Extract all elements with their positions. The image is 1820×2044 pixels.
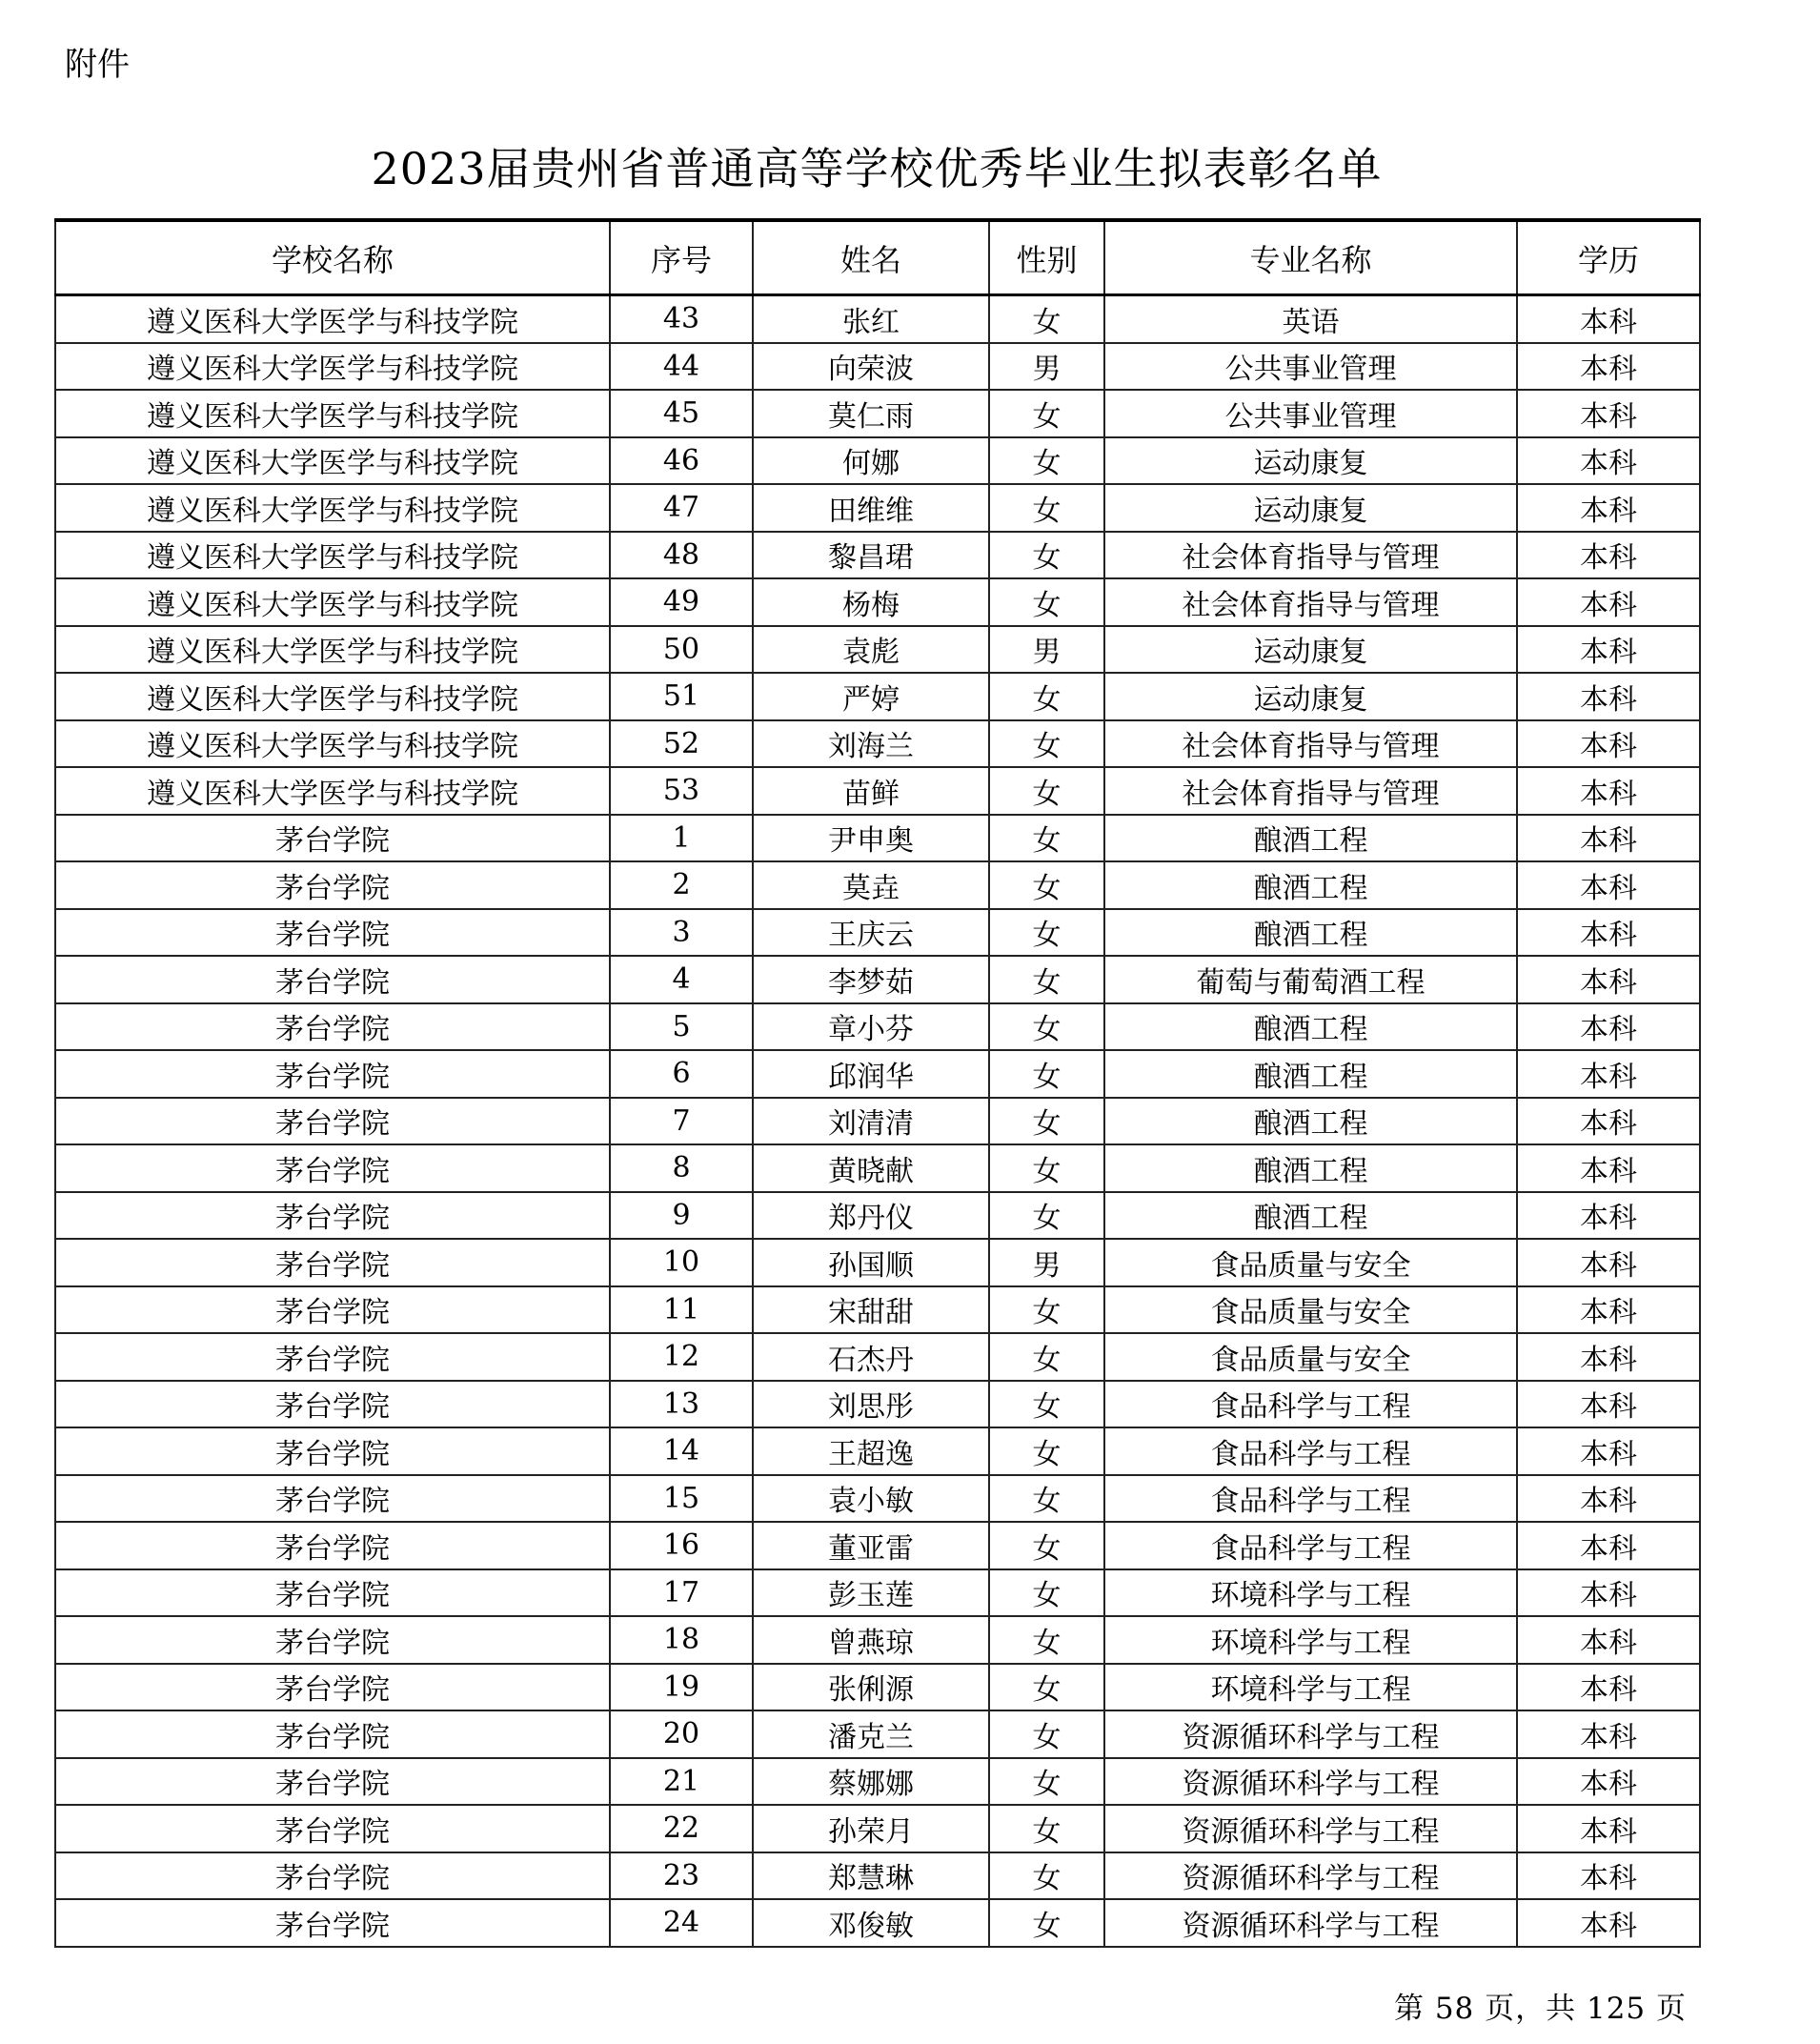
cell-number: 45	[610, 390, 753, 437]
cell-school: 茅台学院	[55, 1427, 610, 1475]
cell-major: 食品质量与安全	[1104, 1239, 1517, 1286]
cell-major: 公共事业管理	[1104, 343, 1517, 391]
cell-number: 15	[610, 1475, 753, 1523]
column-header-name: 姓名	[753, 220, 989, 295]
cell-school: 茅台学院	[55, 1522, 610, 1569]
table-row	[55, 956, 1700, 1003]
cell-number: 46	[610, 437, 753, 485]
column-header-degree: 学历	[1517, 220, 1700, 295]
cell-name: 曾燕琼	[753, 1616, 989, 1664]
cell-school: 茅台学院	[55, 1050, 610, 1098]
cell-school: 遵义医科大学医学与科技学院	[55, 578, 610, 626]
table-row	[55, 1805, 1700, 1852]
cell-major: 社会体育指导与管理	[1104, 767, 1517, 815]
cell-school: 茅台学院	[55, 1098, 610, 1145]
table-body	[55, 295, 1700, 1947]
table-row	[55, 1664, 1700, 1711]
cell-degree: 本科	[1517, 673, 1700, 720]
table-row	[55, 815, 1700, 862]
cell-major: 运动康复	[1104, 626, 1517, 674]
cell-number: 19	[610, 1664, 753, 1711]
cell-school: 茅台学院	[55, 1569, 610, 1617]
cell-gender: 女	[989, 1098, 1104, 1145]
cell-number: 22	[610, 1805, 753, 1852]
cell-name: 刘清清	[753, 1098, 989, 1145]
cell-gender: 女	[989, 1569, 1104, 1617]
cell-gender: 女	[989, 484, 1104, 532]
cell-degree: 本科	[1517, 1664, 1700, 1711]
cell-major: 酿酒工程	[1104, 1050, 1517, 1098]
cell-gender: 女	[989, 1522, 1104, 1569]
cell-name: 向荣波	[753, 343, 989, 391]
cell-number: 7	[610, 1098, 753, 1145]
cell-degree: 本科	[1517, 815, 1700, 862]
cell-school: 茅台学院	[55, 1758, 610, 1806]
cell-school: 遵义医科大学医学与科技学院	[55, 437, 610, 485]
cell-school: 遵义医科大学医学与科技学院	[55, 390, 610, 437]
cell-major: 资源循环科学与工程	[1104, 1899, 1517, 1947]
cell-number: 14	[610, 1427, 753, 1475]
cell-degree: 本科	[1517, 956, 1700, 1003]
cell-gender: 女	[989, 1050, 1104, 1098]
cell-major: 环境科学与工程	[1104, 1664, 1517, 1711]
cell-gender: 女	[989, 1333, 1104, 1381]
cell-name: 尹申奥	[753, 815, 989, 862]
cell-school: 茅台学院	[55, 1144, 610, 1192]
cell-school: 遵义医科大学医学与科技学院	[55, 532, 610, 579]
cell-degree: 本科	[1517, 861, 1700, 909]
cell-gender: 女	[989, 720, 1104, 768]
cell-school: 茅台学院	[55, 1475, 610, 1523]
cell-school: 茅台学院	[55, 1239, 610, 1286]
cell-name: 刘海兰	[753, 720, 989, 768]
cell-school: 茅台学院	[55, 1664, 610, 1711]
cell-major: 食品科学与工程	[1104, 1475, 1517, 1523]
table-row	[55, 1852, 1700, 1900]
cell-name: 李梦茹	[753, 956, 989, 1003]
table-row	[55, 626, 1700, 674]
cell-major: 酿酒工程	[1104, 815, 1517, 862]
cell-name: 莫仁雨	[753, 390, 989, 437]
attachment-label: 附件	[65, 46, 130, 84]
cell-degree: 本科	[1517, 626, 1700, 674]
cell-school: 茅台学院	[55, 1710, 610, 1758]
cell-gender: 女	[989, 673, 1104, 720]
column-header-number: 序号	[610, 220, 753, 295]
cell-gender: 女	[989, 1664, 1104, 1711]
cell-major: 环境科学与工程	[1104, 1616, 1517, 1664]
cell-school: 遵义医科大学医学与科技学院	[55, 673, 610, 720]
cell-name: 莫垚	[753, 861, 989, 909]
cell-school: 茅台学院	[55, 1899, 610, 1947]
cell-school: 茅台学院	[55, 1333, 610, 1381]
cell-number: 10	[610, 1239, 753, 1286]
cell-major: 食品科学与工程	[1104, 1522, 1517, 1569]
cell-gender: 女	[989, 1475, 1104, 1523]
cell-gender: 男	[989, 343, 1104, 391]
cell-degree: 本科	[1517, 1522, 1700, 1569]
cell-degree: 本科	[1517, 1003, 1700, 1051]
cell-major: 英语	[1104, 295, 1517, 343]
cell-name: 邱润华	[753, 1050, 989, 1098]
cell-major: 食品质量与安全	[1104, 1286, 1517, 1334]
cell-name: 王超逸	[753, 1427, 989, 1475]
cell-number: 51	[610, 673, 753, 720]
table-row	[55, 1003, 1700, 1051]
cell-degree: 本科	[1517, 1333, 1700, 1381]
cell-degree: 本科	[1517, 390, 1700, 437]
table-row	[55, 1758, 1700, 1806]
cell-degree: 本科	[1517, 1899, 1700, 1947]
cell-school: 遵义医科大学医学与科技学院	[55, 484, 610, 532]
cell-school: 茅台学院	[55, 909, 610, 957]
table-row	[55, 1427, 1700, 1475]
cell-degree: 本科	[1517, 1192, 1700, 1240]
cell-school: 茅台学院	[55, 1805, 610, 1852]
cell-major: 食品科学与工程	[1104, 1427, 1517, 1475]
cell-name: 袁彪	[753, 626, 989, 674]
cell-major: 酿酒工程	[1104, 861, 1517, 909]
cell-number: 3	[610, 909, 753, 957]
cell-major: 酿酒工程	[1104, 1003, 1517, 1051]
cell-degree: 本科	[1517, 1852, 1700, 1900]
cell-gender: 女	[989, 1192, 1104, 1240]
cell-major: 资源循环科学与工程	[1104, 1758, 1517, 1806]
cell-gender: 女	[989, 1003, 1104, 1051]
cell-name: 何娜	[753, 437, 989, 485]
cell-gender: 女	[989, 861, 1104, 909]
cell-degree: 本科	[1517, 578, 1700, 626]
table-row	[55, 437, 1700, 485]
cell-number: 13	[610, 1381, 753, 1428]
cell-name: 王庆云	[753, 909, 989, 957]
cell-gender: 男	[989, 1239, 1104, 1286]
cell-number: 18	[610, 1616, 753, 1664]
cell-degree: 本科	[1517, 1381, 1700, 1428]
cell-name: 郑丹仪	[753, 1192, 989, 1240]
cell-gender: 女	[989, 1286, 1104, 1334]
table-header-row	[55, 220, 1700, 295]
cell-name: 郑慧琳	[753, 1852, 989, 1900]
cell-degree: 本科	[1517, 1144, 1700, 1192]
cell-gender: 女	[989, 295, 1104, 343]
cell-school: 茅台学院	[55, 1381, 610, 1428]
cell-number: 21	[610, 1758, 753, 1806]
cell-name: 严婷	[753, 673, 989, 720]
table-row	[55, 578, 1700, 626]
cell-school: 茅台学院	[55, 861, 610, 909]
cell-number: 11	[610, 1286, 753, 1334]
table-row	[55, 1286, 1700, 1334]
cell-name: 黎昌珺	[753, 532, 989, 579]
cell-school: 遵义医科大学医学与科技学院	[55, 767, 610, 815]
cell-major: 酿酒工程	[1104, 1192, 1517, 1240]
column-header-gender: 性别	[989, 220, 1104, 295]
cell-number: 50	[610, 626, 753, 674]
cell-degree: 本科	[1517, 1239, 1700, 1286]
table-row	[55, 1475, 1700, 1523]
cell-number: 6	[610, 1050, 753, 1098]
graduates-table	[54, 218, 1701, 1948]
cell-degree: 本科	[1517, 1616, 1700, 1664]
cell-degree: 本科	[1517, 343, 1700, 391]
cell-major: 酿酒工程	[1104, 1144, 1517, 1192]
cell-name: 孙国顺	[753, 1239, 989, 1286]
cell-gender: 女	[989, 1427, 1104, 1475]
cell-gender: 女	[989, 390, 1104, 437]
cell-number: 16	[610, 1522, 753, 1569]
cell-gender: 女	[989, 1616, 1104, 1664]
table-row	[55, 1616, 1700, 1664]
cell-gender: 女	[989, 1899, 1104, 1947]
cell-degree: 本科	[1517, 720, 1700, 768]
table-row	[55, 1050, 1700, 1098]
cell-name: 邓俊敏	[753, 1899, 989, 1947]
cell-number: 43	[610, 295, 753, 343]
cell-number: 48	[610, 532, 753, 579]
table-row	[55, 1098, 1700, 1145]
cell-number: 4	[610, 956, 753, 1003]
cell-degree: 本科	[1517, 1475, 1700, 1523]
cell-school: 茅台学院	[55, 815, 610, 862]
cell-gender: 女	[989, 1852, 1104, 1900]
cell-name: 董亚雷	[753, 1522, 989, 1569]
cell-name: 张俐源	[753, 1664, 989, 1711]
cell-gender: 女	[989, 1144, 1104, 1192]
cell-number: 9	[610, 1192, 753, 1240]
table-row	[55, 1710, 1700, 1758]
cell-gender: 女	[989, 956, 1104, 1003]
cell-major: 运动康复	[1104, 437, 1517, 485]
cell-major: 资源循环科学与工程	[1104, 1805, 1517, 1852]
cell-number: 52	[610, 720, 753, 768]
cell-name: 苗鲜	[753, 767, 989, 815]
cell-school: 茅台学院	[55, 1192, 610, 1240]
cell-school: 遵义医科大学医学与科技学院	[55, 295, 610, 343]
cell-school: 茅台学院	[55, 1852, 610, 1900]
table-row	[55, 1192, 1700, 1240]
cell-gender: 女	[989, 767, 1104, 815]
table-row	[55, 909, 1700, 957]
cell-gender: 女	[989, 532, 1104, 579]
table-row	[55, 532, 1700, 579]
cell-name: 黄晓献	[753, 1144, 989, 1192]
cell-gender: 女	[989, 815, 1104, 862]
cell-degree: 本科	[1517, 437, 1700, 485]
cell-name: 袁小敏	[753, 1475, 989, 1523]
cell-major: 运动康复	[1104, 673, 1517, 720]
cell-degree: 本科	[1517, 1569, 1700, 1617]
cell-gender: 女	[989, 1805, 1104, 1852]
cell-degree: 本科	[1517, 1427, 1700, 1475]
cell-major: 社会体育指导与管理	[1104, 578, 1517, 626]
column-header-major: 专业名称	[1104, 220, 1517, 295]
cell-degree: 本科	[1517, 1805, 1700, 1852]
cell-gender: 女	[989, 578, 1104, 626]
cell-degree: 本科	[1517, 1098, 1700, 1145]
cell-major: 资源循环科学与工程	[1104, 1852, 1517, 1900]
cell-number: 23	[610, 1852, 753, 1900]
cell-number: 12	[610, 1333, 753, 1381]
cell-degree: 本科	[1517, 909, 1700, 957]
page-footer: 第 58 页，共 125 页	[1393, 1992, 1687, 2026]
cell-school: 茅台学院	[55, 956, 610, 1003]
cell-school: 茅台学院	[55, 1286, 610, 1334]
cell-number: 1	[610, 815, 753, 862]
table-row	[55, 343, 1700, 391]
cell-major: 食品质量与安全	[1104, 1333, 1517, 1381]
cell-degree: 本科	[1517, 295, 1700, 343]
table-row	[55, 720, 1700, 768]
cell-gender: 女	[989, 1381, 1104, 1428]
cell-name: 孙荣月	[753, 1805, 989, 1852]
cell-major: 社会体育指导与管理	[1104, 532, 1517, 579]
cell-major: 酿酒工程	[1104, 1098, 1517, 1145]
cell-major: 食品科学与工程	[1104, 1381, 1517, 1428]
cell-name: 张红	[753, 295, 989, 343]
cell-gender: 女	[989, 1758, 1104, 1806]
cell-degree: 本科	[1517, 484, 1700, 532]
table-row	[55, 1569, 1700, 1617]
cell-name: 彭玉莲	[753, 1569, 989, 1617]
cell-degree: 本科	[1517, 1050, 1700, 1098]
cell-number: 53	[610, 767, 753, 815]
cell-school: 遵义医科大学医学与科技学院	[55, 343, 610, 391]
table-row	[55, 861, 1700, 909]
cell-school: 遵义医科大学医学与科技学院	[55, 626, 610, 674]
cell-number: 8	[610, 1144, 753, 1192]
table-row	[55, 295, 1700, 343]
document-title: 2023届贵州省普通高等学校优秀毕业生拟表彰名单	[371, 142, 1383, 194]
cell-number: 5	[610, 1003, 753, 1051]
cell-number: 47	[610, 484, 753, 532]
cell-major: 资源循环科学与工程	[1104, 1710, 1517, 1758]
cell-name: 刘思彤	[753, 1381, 989, 1428]
cell-name: 宋甜甜	[753, 1286, 989, 1334]
cell-major: 葡萄与葡萄酒工程	[1104, 956, 1517, 1003]
cell-number: 24	[610, 1899, 753, 1947]
cell-major: 运动康复	[1104, 484, 1517, 532]
cell-degree: 本科	[1517, 1710, 1700, 1758]
cell-number: 49	[610, 578, 753, 626]
cell-name: 杨梅	[753, 578, 989, 626]
cell-name: 蔡娜娜	[753, 1758, 989, 1806]
cell-major: 公共事业管理	[1104, 390, 1517, 437]
cell-school: 茅台学院	[55, 1616, 610, 1664]
table-row	[55, 1144, 1700, 1192]
column-header-school: 学校名称	[55, 220, 610, 295]
table-row	[55, 1239, 1700, 1286]
cell-number: 44	[610, 343, 753, 391]
table-row	[55, 1381, 1700, 1428]
cell-name: 章小芬	[753, 1003, 989, 1051]
table-row	[55, 1522, 1700, 1569]
cell-degree: 本科	[1517, 532, 1700, 579]
cell-major: 环境科学与工程	[1104, 1569, 1517, 1617]
cell-gender: 女	[989, 437, 1104, 485]
cell-name: 石杰丹	[753, 1333, 989, 1381]
cell-gender: 女	[989, 1710, 1104, 1758]
table-row	[55, 484, 1700, 532]
cell-school: 茅台学院	[55, 1003, 610, 1051]
cell-name: 田维维	[753, 484, 989, 532]
cell-number: 17	[610, 1569, 753, 1617]
cell-school: 遵义医科大学医学与科技学院	[55, 720, 610, 768]
cell-major: 酿酒工程	[1104, 909, 1517, 957]
cell-name: 潘克兰	[753, 1710, 989, 1758]
table-row	[55, 673, 1700, 720]
cell-degree: 本科	[1517, 1758, 1700, 1806]
cell-number: 20	[610, 1710, 753, 1758]
table-row	[55, 1333, 1700, 1381]
cell-number: 2	[610, 861, 753, 909]
cell-degree: 本科	[1517, 1286, 1700, 1334]
table-row	[55, 1899, 1700, 1947]
cell-degree: 本科	[1517, 767, 1700, 815]
cell-gender: 女	[989, 909, 1104, 957]
table-row	[55, 390, 1700, 437]
cell-gender: 男	[989, 626, 1104, 674]
table-row	[55, 767, 1700, 815]
cell-major: 社会体育指导与管理	[1104, 720, 1517, 768]
